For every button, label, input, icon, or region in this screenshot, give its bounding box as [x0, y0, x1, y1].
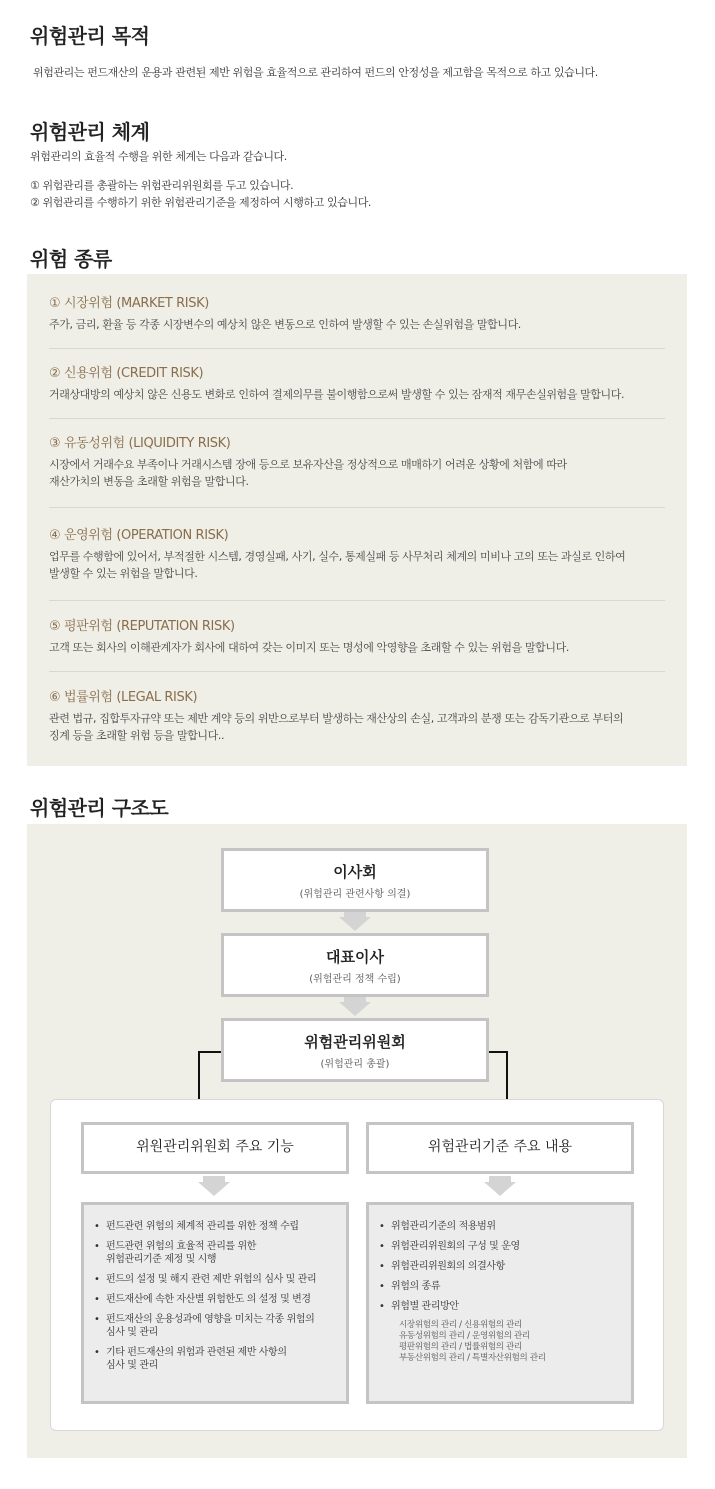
risk-management-note: 부동산위험의 관리 / 특별자산위험의 관리 [399, 1353, 546, 1363]
ceo-title: 대표이사 [326, 948, 384, 966]
risk-item-desc: 재산가치의 변동을 초래할 위험을 말합니다. [49, 475, 249, 488]
risk-standards-box [366, 1202, 634, 1404]
flow-arrow [484, 1182, 516, 1196]
risk-management-note: 유동성위험의 관리 / 운영위험의 관리 [399, 1331, 530, 1341]
risk-item-title: ④ 운영위험 (OPERATION RISK) [49, 528, 229, 543]
risk-item-legal [49, 686, 665, 744]
risk-item-desc: 고객 또는 회사의 이해관계자가 회사에 대하여 갖는 이미지 또는 명성에 악영향을 초래할 수 있는 위험을 말합니다. [49, 641, 569, 654]
risk-item-title: ① 시장위험 (MARKET RISK) [49, 296, 209, 311]
list-item: • 위험별 관리방안 [391, 1300, 631, 1313]
list-item: • 펀드관련 위험의 효율적 관리를 위한 위험관리기준 제정 및 시행 [106, 1240, 346, 1266]
risk-item-desc: 주가, 금리, 환율 등 각종 시장변수의 예상치 않은 변동으로 인하여 발생할 수 있는 손실위험을 말합니다. [49, 318, 521, 331]
risk-item-desc: 관련 법규, 집합투자규약 또는 제반 계약 등의 위반으로부터 발생하는 재산상의 손실, 고객과의 분쟁 또는 감독기관으로 부터의 [49, 712, 624, 725]
risk-item-desc: 업무를 수행함에 있어서, 부적절한 시스템, 경영실패, 사기, 실수, 통제실패 등 사무처리 체계의 미비나 고의 또는 과실로 인하여 [49, 550, 626, 563]
list-item: • 위험관리위원회의 의결사항 [391, 1260, 631, 1273]
system-item-2: ② 위험관리를 수행하기 위한 위험관리기준을 제정하여 시행하고 있습니다. [30, 196, 372, 209]
flow-arrow [339, 1002, 371, 1016]
risk-item-title: ⑤ 평판위험 (REPUTATION RISK) [49, 619, 235, 634]
risk-item-desc: 거래상대방의 예상치 않은 신용도 변화로 인하여 결제의무를 불이행함으로써 발생할 수 있는 잠재적 재무손실위험을 말합니다. [49, 388, 625, 401]
right-header: 위험관리기준 주요 내용 [366, 1122, 634, 1174]
divider [49, 348, 665, 349]
risk-item-title: ③ 유동성위험 (LIQUIDITY RISK) [49, 436, 231, 451]
risk-item-desc: 시장에서 거래수요 부족이나 거래시스템 장애 등으로 보유자산을 정상적으로 매매하기 어려운 상황에 처함에 따라 [49, 458, 567, 471]
divider [49, 671, 665, 672]
committee-functions-box [81, 1202, 349, 1404]
committee-title: 위험관리위원회 [304, 1033, 406, 1051]
risk-management-note: 시장위험의 관리 / 신용위험의 관리 [399, 1320, 522, 1330]
risk-item-title: ⑥ 법률위험 (LEGAL RISK) [49, 690, 198, 705]
risk-item-desc: 발생할 수 있는 위험을 말합니다. [49, 567, 198, 580]
connector-line [198, 1051, 221, 1053]
risk-item-title: ② 신용위험 (CREDIT RISK) [49, 366, 204, 381]
risk-item-desc: 징계 등을 초래할 위험 등을 말합니다.. [49, 729, 225, 742]
risk-management-note: 평판위험의 관리 / 법률위험의 관리 [399, 1342, 522, 1352]
risk-item-liquidity [49, 432, 665, 490]
committee-sub: (위험관리 총괄) [320, 1059, 390, 1070]
risk-standards-list [369, 1220, 631, 1313]
system-item-1: ① 위험관리를 총괄하는 위험관리위원회를 두고 있습니다. [30, 179, 294, 192]
list-item: • 위험관리위원회의 구성 및 운영 [391, 1240, 631, 1253]
risk-item-market [49, 292, 665, 333]
structure-title: 위험관리 구조도 [30, 796, 169, 820]
list-item: • 펀드의 설정 및 해지 관련 제반 위험의 심사 및 관리 [106, 1273, 346, 1286]
list-item: • 위험관리기준의 적용범위 [391, 1220, 631, 1233]
ceo-node [221, 933, 489, 997]
divider [49, 600, 665, 601]
list-item: • 위험의 종류 [391, 1280, 631, 1293]
flow-arrow [339, 917, 371, 931]
risk-item-credit [49, 362, 665, 403]
list-item: • 펀드재산에 속한 자산별 위험한도 의 설정 및 변경 [106, 1293, 346, 1306]
committee-node [221, 1018, 489, 1082]
divider [49, 418, 665, 419]
board-sub: (위험관리 관련사항 의결) [299, 889, 411, 900]
ceo-sub: (위험관리 정책 수립) [309, 974, 401, 985]
list-item: • 기타 펀드재산의 위험과 관련된 제반 사항의 심사 및 관리 [106, 1346, 346, 1372]
committee-functions-list [84, 1220, 346, 1372]
system-title: 위험관리 체계 [30, 120, 150, 144]
risk-types-title: 위험 종류 [30, 247, 112, 271]
board-title: 이사회 [333, 863, 377, 881]
board-node [221, 848, 489, 912]
list-item: • 펀드재산의 운용성과에 영향을 미치는 각종 위험의 심사 및 관리 [106, 1313, 346, 1339]
purpose-title: 위험관리 목적 [30, 24, 150, 48]
list-item: • 펀드관련 위험의 체계적 관리를 위한 정책 수립 [106, 1220, 346, 1233]
risk-item-operation [49, 524, 665, 582]
connector-line [489, 1051, 507, 1053]
risk-types-panel [27, 274, 687, 766]
left-header: 위원관리위원회 주요 기능 [81, 1122, 349, 1174]
purpose-text: 위험관리는 펀드재산의 운용과 관련된 제반 위험을 효율적으로 관리하여 펀드의 안정성을 제고함을 목적으로 하고 있습니다. [33, 66, 598, 79]
committee-detail-panel [50, 1099, 664, 1431]
flow-arrow [198, 1182, 230, 1196]
structure-diagram [27, 824, 687, 1458]
system-intro: 위험관리의 효율적 수행을 위한 체계는 다음과 같습니다. [30, 150, 287, 163]
divider [49, 507, 665, 508]
risk-item-reputation [49, 615, 665, 656]
